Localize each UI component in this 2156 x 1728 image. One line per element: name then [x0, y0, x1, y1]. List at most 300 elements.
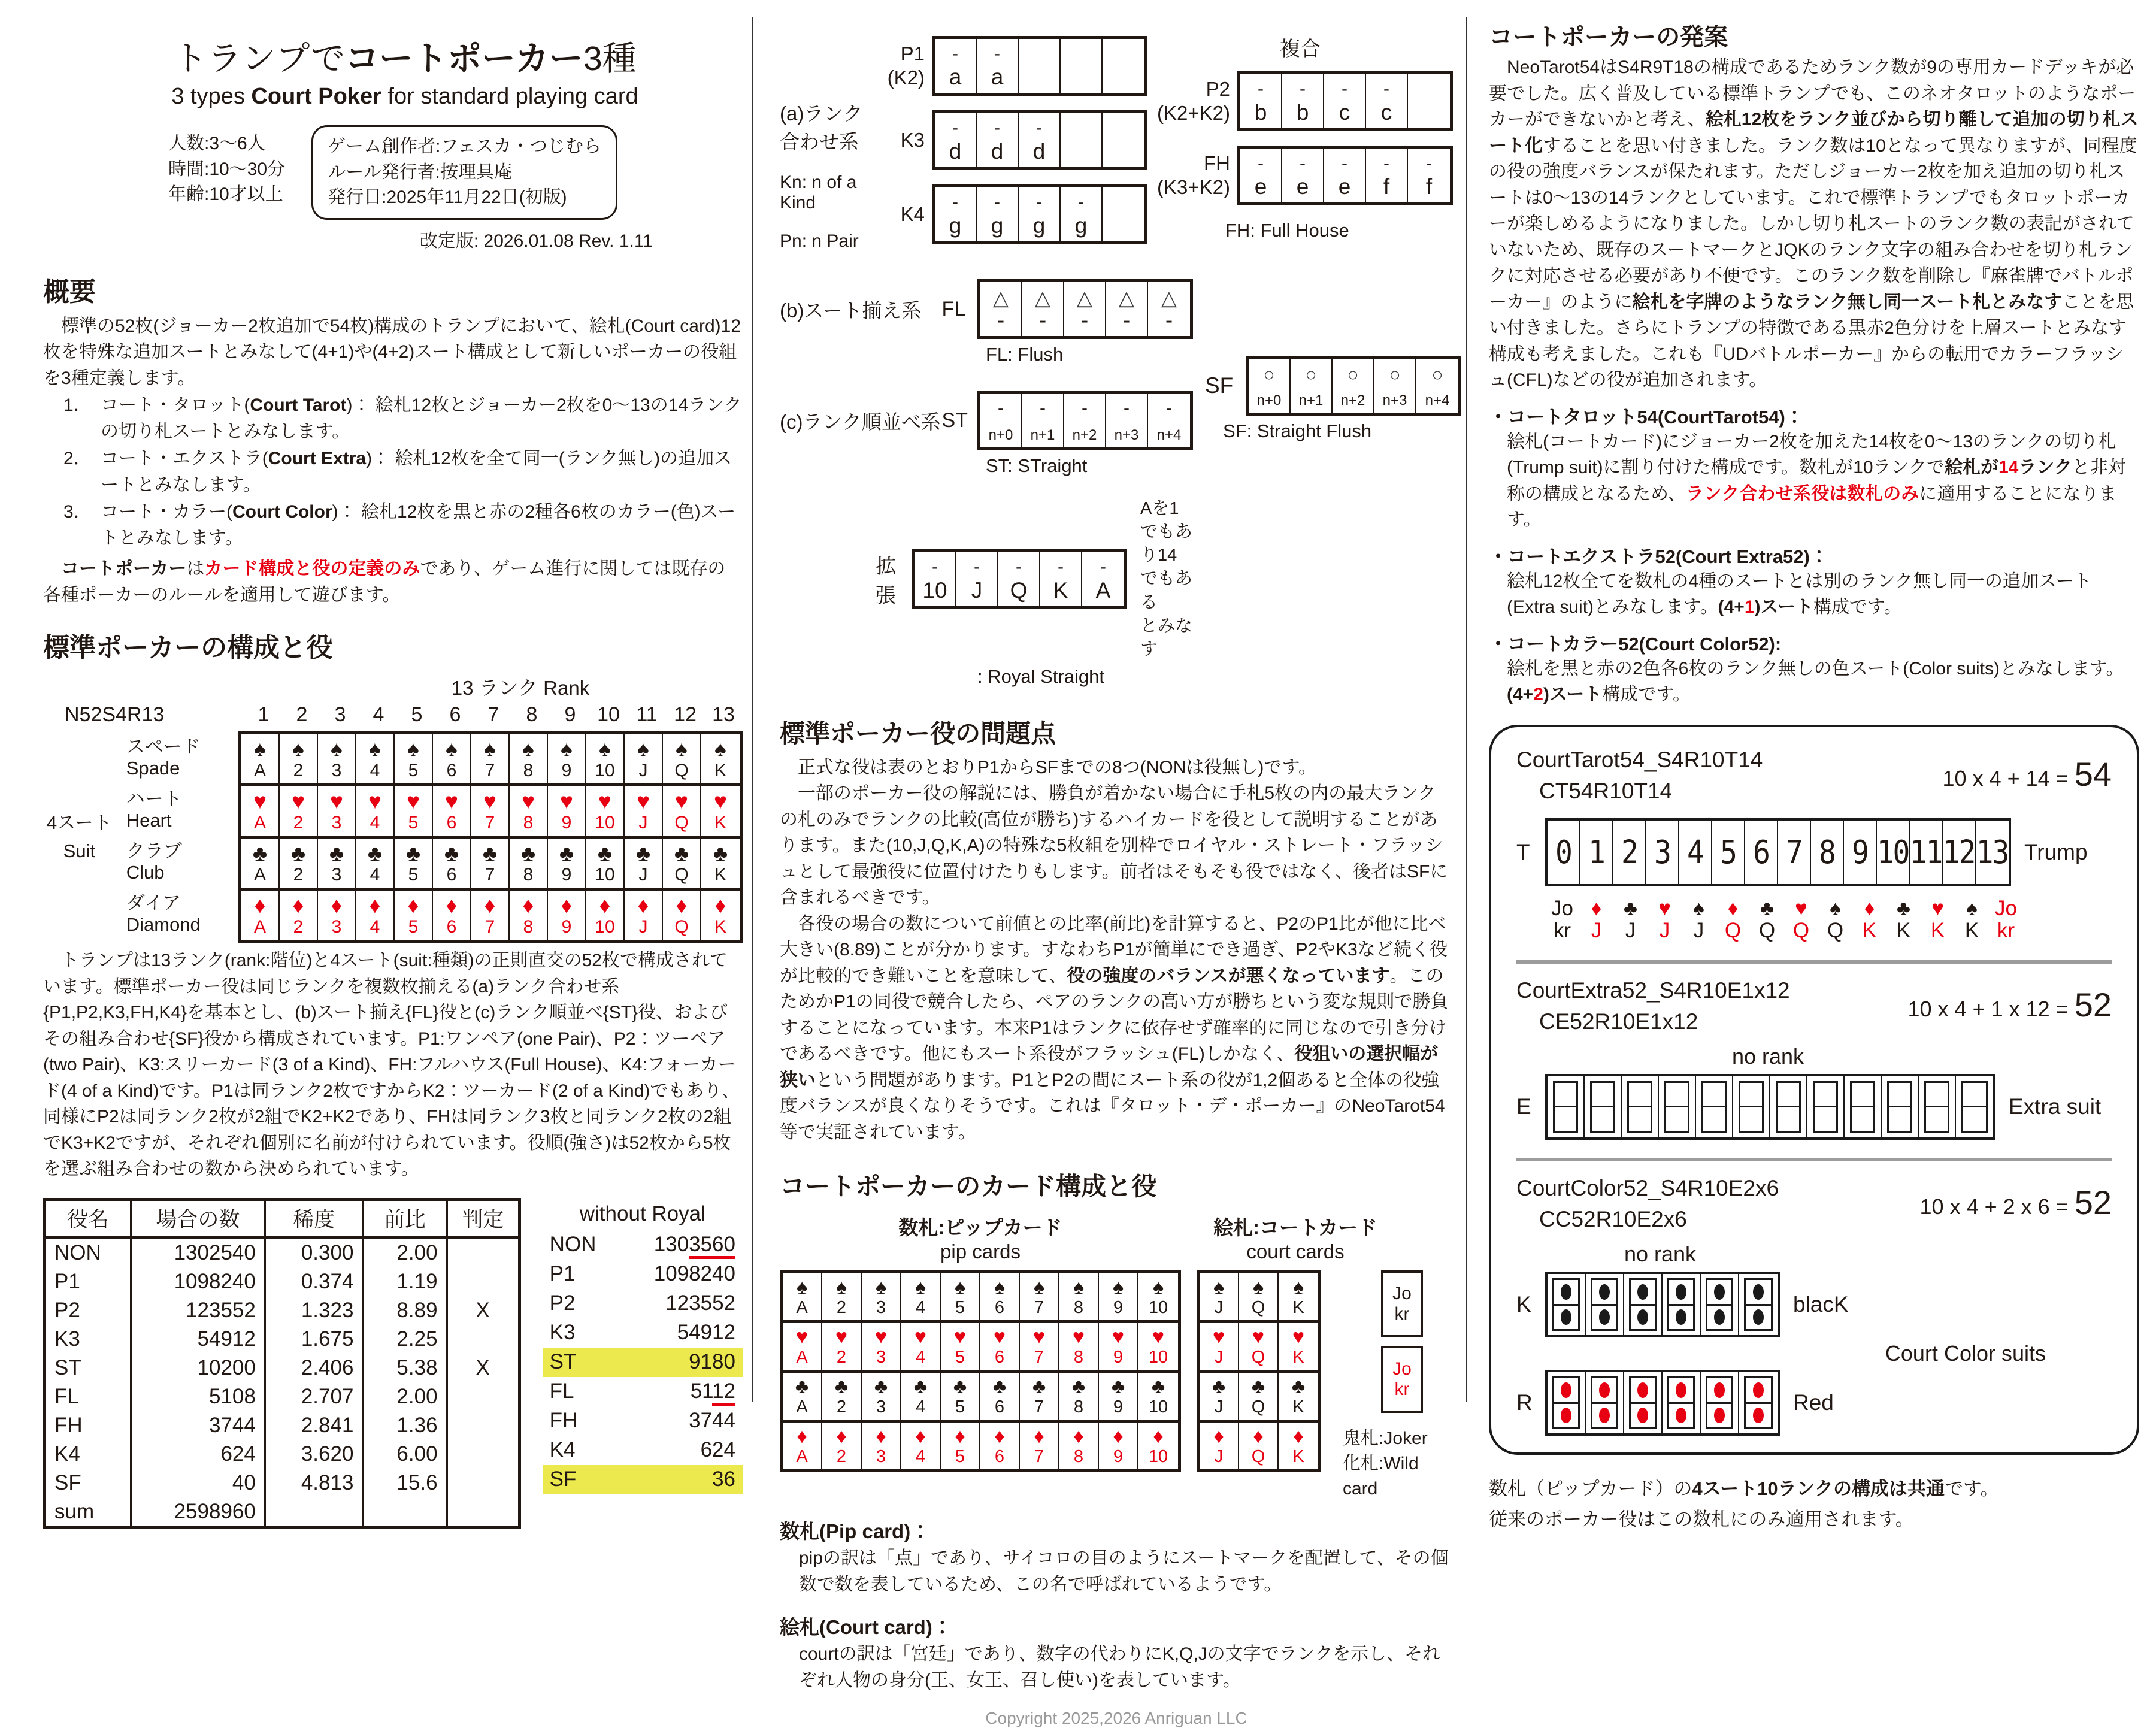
- sf-caption: SF: Straight Flush: [1223, 420, 1372, 441]
- suit-icon-black: ♠: [954, 1276, 966, 1299]
- trump-row: [1516, 818, 2112, 886]
- assign-top: ♦: [1864, 896, 1875, 920]
- blank-face-frame: [1850, 1081, 1875, 1133]
- suit-icon-black: ♠: [1252, 1276, 1264, 1299]
- text-segment: ・コートタロット54(CourtTarot54)：: [1489, 406, 1804, 428]
- color-half: [1631, 1306, 1655, 1330]
- role-cell: [1064, 282, 1106, 336]
- role-cell: [1148, 282, 1190, 336]
- card-rank: 6: [994, 1447, 1005, 1467]
- card-rank: 7: [485, 917, 495, 937]
- hand-rarity: 4.813: [265, 1469, 363, 1497]
- color-cell: [1624, 1274, 1663, 1335]
- role-cell-bottom: c: [1380, 100, 1392, 125]
- rank-number: 10: [597, 703, 620, 727]
- extra52-names: [1516, 978, 1790, 1034]
- extra-row: [1516, 1074, 2112, 1140]
- card: [1020, 1323, 1059, 1370]
- suit-icon-red: ♥: [1032, 1325, 1046, 1349]
- card: [1200, 1373, 1239, 1420]
- stats-header: 役名: [45, 1199, 131, 1237]
- blank-face-frame: [1887, 1081, 1912, 1133]
- card-rank: 10: [1148, 1397, 1168, 1417]
- suit-icon-black: ♠: [331, 737, 343, 762]
- column-left: [43, 18, 743, 1529]
- suit-icon-red: ♥: [522, 789, 535, 814]
- role-cell-bottom: c: [1339, 100, 1350, 125]
- suit-name-jp: ハート: [126, 788, 182, 810]
- joker-line-2: kr: [1394, 1304, 1410, 1324]
- wr-name: ST: [549, 1350, 577, 1374]
- card-rank: K: [1292, 1298, 1304, 1318]
- suit-icon-red: ♦: [369, 893, 381, 918]
- card-rank: K: [714, 813, 726, 833]
- assign-top: ♠: [1966, 896, 1978, 920]
- suit-icon-black: ♠: [484, 737, 496, 762]
- text-segment: は: [186, 559, 205, 579]
- role-cell-top: △: [1161, 287, 1177, 310]
- suit-icon-red: ♦: [1073, 1425, 1084, 1448]
- suit-icon-red: ♥: [1252, 1325, 1265, 1349]
- black-dot: [1714, 1284, 1725, 1300]
- card-rank: 10: [1148, 1348, 1168, 1367]
- trump-assignment: [1886, 897, 1921, 943]
- hand-count: 123552: [131, 1296, 265, 1325]
- trump-rank: 9: [1852, 833, 1868, 871]
- extra-cell: [1659, 1076, 1696, 1137]
- joker-card-red: [1381, 1346, 1423, 1413]
- card-rank: J: [638, 761, 648, 781]
- suit-icon-red: ♦: [599, 893, 611, 918]
- p1-l1: P1: [900, 43, 925, 65]
- card-rank: 8: [1073, 1348, 1084, 1367]
- card-row: [783, 1373, 1178, 1423]
- card-rank: 7: [1034, 1397, 1044, 1417]
- suit-icon-red: ♥: [1212, 1325, 1225, 1349]
- card-rank: A: [796, 1348, 808, 1367]
- color-cell: [1548, 1372, 1586, 1433]
- rank-number: 8: [526, 703, 538, 727]
- assign-bottom: J: [1625, 919, 1636, 943]
- card: [548, 786, 586, 836]
- role-cell-top: -: [998, 398, 1004, 418]
- problems-heading: 標準ポーカー役の問題点: [780, 719, 1056, 748]
- game-info: [168, 125, 285, 208]
- item-text: [101, 499, 743, 551]
- card-rank: K: [714, 761, 726, 781]
- assign-bottom: J: [1659, 919, 1670, 943]
- assign-top: ♥: [1658, 896, 1671, 920]
- card: [586, 839, 625, 888]
- wr-value: [665, 1291, 735, 1315]
- card-rank: 6: [446, 761, 457, 781]
- role-cell: [956, 552, 998, 606]
- card: [1020, 1373, 1059, 1420]
- pip-title: [780, 1212, 1181, 1263]
- role-cell-top: -: [1426, 153, 1432, 173]
- role-cell-top: -: [1040, 398, 1046, 418]
- card-rank: A: [796, 1298, 808, 1318]
- card: [1099, 1423, 1138, 1469]
- trump-assignment: [1818, 897, 1852, 943]
- suit-icon-black: ♣: [1111, 1375, 1125, 1399]
- card: [1138, 1273, 1178, 1320]
- color-cell: [1624, 1372, 1663, 1433]
- suit-icon-red: ♥: [993, 1325, 1006, 1349]
- stats-header: 判定: [447, 1199, 519, 1237]
- card: [586, 786, 625, 836]
- without-royal-row: [543, 1377, 743, 1406]
- joker-card-black: [1381, 1270, 1423, 1337]
- text-segment: Court Extra: [268, 449, 367, 469]
- rank-number: 6: [449, 703, 461, 727]
- pip-head: 数札(Pip card)：: [780, 1520, 931, 1543]
- text-segment: 絵札12枚をランク並びから切り離して追加の切り札スート化: [1489, 110, 2139, 156]
- text-segment: トランプは13ランク(rank:階位)と4スート(suit:種類)の正則直交の52枚で構成されています。標準ポーカー役は同じランクを複数枚揃える(a)ランク合わせ系{P1,P2,K3,FH,K4}を基本とし、(b)スート揃え{FL}役と(c)ランク順並べ{ST}役、およびその組み合わせ{SF}役から構成されています。P1:ワンペア(one Pair)、P2：ツーペア(two Pair)、K3:スリーカード(3 of a Kind)、FH:フルハウス(Full House)、K4:フォーカード(4 of a Kind)です。P1は同ランク2枚ですからK2：ツーカード(2 of a Kind)でもあり、同様にP2は同ランク2枚が2組でK2+K2であり、FHは同ランク3枚と同ランク2枚の2組でK3+K2ですが、それぞれ個別に名前が付けられています。役順(強さ)は52枚から5枚を選ぶ組み合わせの数から決められています。: [43, 951, 740, 1179]
- role-cell-top: -: [1078, 192, 1084, 212]
- subtitle-post: for standard playing card: [381, 84, 638, 109]
- card-rank: 5: [408, 917, 419, 937]
- color-half: [1592, 1306, 1616, 1330]
- p1-row: [867, 36, 1147, 96]
- suit-name: [116, 836, 238, 888]
- red-dot: [1714, 1408, 1725, 1423]
- role-cell: [1103, 113, 1144, 167]
- card-rank: Q: [674, 917, 689, 937]
- role-cell-bottom: g: [1074, 213, 1088, 238]
- role-cell-bottom: f: [1383, 174, 1390, 199]
- cp-grids: [780, 1270, 1453, 1502]
- suit-icon-black: ♣: [405, 841, 421, 866]
- role-cell-bottom: n+3: [1114, 427, 1139, 443]
- card-rank: 3: [876, 1447, 886, 1467]
- trump-cell: [1679, 821, 1712, 884]
- card-rank: 8: [1073, 1397, 1084, 1417]
- role-cell: [1366, 149, 1408, 202]
- sf-label: SF: [1205, 373, 1234, 398]
- suit-icon-black: ♣: [834, 1375, 849, 1399]
- suit-icon-black: ♣: [252, 841, 268, 866]
- card: [783, 1323, 822, 1370]
- assign-bottom: J: [1591, 919, 1602, 943]
- color-frame: [1629, 1376, 1657, 1429]
- title-prefix: トランプで: [173, 40, 346, 78]
- card: [1239, 1373, 1279, 1420]
- item-text: [101, 392, 743, 444]
- role-cell: [1106, 282, 1148, 336]
- card-rank: 8: [523, 865, 534, 885]
- color-half: [1631, 1280, 1655, 1306]
- k4-box: [932, 184, 1147, 244]
- cp-heading: コートポーカーのカード構成と役: [780, 1172, 1157, 1201]
- card: [1099, 1373, 1138, 1420]
- suit-icon-black: ♠: [1112, 1276, 1124, 1299]
- card-rank: 6: [994, 1397, 1005, 1417]
- assign-bottom: J: [1693, 919, 1704, 943]
- trump-assignment: [1989, 897, 2023, 943]
- card-row: [1200, 1373, 1318, 1423]
- royal-row: [876, 497, 1193, 661]
- suit-icon-black: ♣: [795, 1375, 809, 1399]
- suit-icon-black: ♣: [1212, 1375, 1226, 1399]
- card-rank: 5: [955, 1298, 965, 1318]
- card: [663, 734, 701, 783]
- card-rank: 7: [485, 761, 495, 781]
- suit-icon-black: ♣: [329, 841, 344, 866]
- text-segment: コート・タロット(: [101, 395, 250, 416]
- suit-icon-black: ♣: [713, 841, 728, 866]
- fl-box: [977, 279, 1193, 339]
- role-cell-top: ○: [1263, 364, 1275, 385]
- wr-value: [689, 1409, 735, 1433]
- rank-number: 7: [487, 703, 499, 727]
- role-cell-bottom: a: [991, 65, 1004, 89]
- black-dot: [1753, 1284, 1764, 1300]
- hand-count: 40: [131, 1469, 265, 1497]
- trump-assignment: [1784, 897, 1818, 943]
- suit-name-column: [116, 731, 238, 943]
- card-rank: 3: [331, 813, 342, 833]
- without-royal-row: [543, 1230, 743, 1260]
- rank-number: 1: [258, 703, 270, 727]
- pip-card-grid: [780, 1270, 1181, 1472]
- color52-formula: [1920, 1183, 2112, 1222]
- color-half: [1669, 1306, 1693, 1330]
- wr-name: K4: [549, 1438, 576, 1462]
- tarot54-body: [1489, 429, 2139, 533]
- card: [901, 1273, 941, 1320]
- hand-mark: [447, 1440, 519, 1469]
- text-segment: )： 絵札12枚を全て同一(ランク無し)の追加スートとみなします。: [101, 449, 732, 495]
- card-rank: 5: [408, 761, 419, 781]
- suit-icon-red: ♥: [637, 789, 650, 814]
- suit-match-label: (b)スート揃え系: [780, 299, 922, 322]
- trump-rank: 2: [1621, 833, 1637, 871]
- role-cell-bottom: -: [1122, 308, 1131, 332]
- suit-icon-black: ♠: [407, 737, 419, 762]
- p2-l1: P2: [1206, 78, 1230, 101]
- role-cell: [1082, 552, 1124, 606]
- trump-cell: [1976, 821, 2009, 884]
- text-segment: に適用することになります。: [1507, 483, 2117, 529]
- color-half: [1746, 1404, 1771, 1428]
- formula-big: 54: [2074, 755, 2112, 793]
- trump-cell: [1943, 821, 1976, 884]
- color-cell: [1701, 1274, 1739, 1335]
- card-row: [1200, 1323, 1318, 1373]
- role-cell-bottom: d: [949, 139, 962, 164]
- formula-pre: 10 x 4 + 14 =: [1942, 765, 2075, 791]
- role-cell: [1416, 359, 1458, 413]
- assign-top: ♥: [1795, 896, 1807, 920]
- fh-l1: FH: [1204, 152, 1230, 175]
- suit-icon-black: ♠: [1292, 1276, 1304, 1299]
- card: [901, 1323, 941, 1370]
- suit-name-jp: ダイア: [126, 892, 181, 914]
- trump-rank: 10: [1876, 833, 1909, 871]
- black-dot: [1714, 1309, 1725, 1325]
- revision-note: 改定版: 2026.01.08 Rev. 1.11: [419, 231, 653, 251]
- card: [318, 891, 356, 940]
- text-segment: 構成です。: [1813, 597, 1902, 617]
- sf-row: [1205, 356, 1461, 416]
- suit-icon-red: ♥: [874, 1325, 888, 1349]
- role-cell: [1240, 149, 1282, 202]
- card-rank: 5: [955, 1348, 965, 1367]
- without-royal-row: [543, 1260, 743, 1289]
- card-rank: K: [1292, 1447, 1304, 1467]
- card-rank: 4: [915, 1397, 926, 1417]
- role-cell: [935, 39, 977, 93]
- suit-icon-black: ♠: [1152, 1276, 1164, 1299]
- extra-cell: [1845, 1076, 1882, 1137]
- hand-ratio: 2.25: [363, 1325, 447, 1354]
- suit-icon-red: ♦: [561, 893, 573, 918]
- card-rank: 9: [561, 917, 572, 937]
- card-rank: 7: [1034, 1348, 1044, 1367]
- card: [1239, 1273, 1279, 1320]
- rank-number: 5: [411, 703, 423, 727]
- suit-icon-red: ♥: [1112, 1325, 1125, 1349]
- k3-l1: K3: [900, 129, 925, 152]
- hand-count: 10200: [131, 1354, 265, 1382]
- text-segment: Court Color: [232, 502, 332, 522]
- color-half: [1707, 1280, 1731, 1306]
- text-segment: 絵札(コートカード)にジョーカー2枚を加えた14枚を0〜13のランクの切り札(Trump suit)に割り付けた構成です。数札が10ランクで: [1507, 431, 2116, 477]
- card: [1279, 1273, 1318, 1320]
- card-row: [783, 1273, 1178, 1323]
- suit-icon-black: ♣: [367, 841, 383, 866]
- overview-item-1: [43, 392, 743, 444]
- hand-count: 54912: [131, 1325, 265, 1354]
- red-row-label: R: [1516, 1390, 1533, 1415]
- role-cell-bottom: -: [1080, 308, 1089, 332]
- role-cell-top: -: [1258, 79, 1264, 99]
- suit-count-jp: 4スート: [47, 812, 112, 834]
- fh-l2: (K3+K2): [1157, 176, 1230, 198]
- role-cell-top: ○: [1389, 364, 1401, 385]
- suit-icon-red: ♥: [1292, 1325, 1305, 1349]
- suit-icon-black: ♠: [796, 1276, 808, 1299]
- p1-l2: (K2): [887, 66, 925, 89]
- without-royal-row: [543, 1436, 743, 1465]
- suit-icon-red: ♥: [953, 1325, 967, 1349]
- role-cell-bottom: e: [1254, 174, 1267, 199]
- card: [395, 839, 433, 888]
- role-cell-top: ○: [1305, 364, 1317, 385]
- card-rank: 10: [595, 761, 615, 781]
- card: [395, 734, 433, 783]
- title-bold: コートポーカー: [345, 40, 583, 78]
- red-dot: [1637, 1408, 1648, 1423]
- trump-row-label: T: [1516, 839, 1530, 864]
- card: [1200, 1423, 1239, 1469]
- text-segment: 標準の52枚(ジョーカー2枚追加で54枚)構成のトランプにおいて、絵札(Court card)12枚を特殊な追加スートとみなして(4+1)や(4+2)スート構成として新しいポーカーの役組を3種定義します。: [43, 316, 741, 388]
- wr-value: [689, 1350, 735, 1374]
- suit-icon-red: ♥: [1152, 1325, 1165, 1349]
- court-color-suits-caption: Court Color suits: [1885, 1341, 2046, 1366]
- blank-face-frame: [1961, 1081, 1988, 1133]
- rank-numbers: [244, 703, 743, 727]
- role-cell-top: -: [1036, 118, 1042, 138]
- text-segment: 4スート10ランクの構成は共通: [1692, 1478, 1945, 1500]
- spec-divider-2: [1516, 1158, 2112, 1161]
- card: [701, 734, 740, 783]
- role-cell-bottom: K: [1053, 577, 1068, 603]
- card-rank: 2: [836, 1447, 847, 1467]
- card: [1200, 1273, 1239, 1320]
- hand-ratio: [363, 1497, 447, 1528]
- color-frame: [1706, 1376, 1733, 1429]
- color-cell: [1701, 1372, 1739, 1433]
- card: [586, 734, 625, 783]
- role-cell: [998, 552, 1040, 606]
- card-rank: 4: [370, 917, 380, 937]
- hand-name: P2: [45, 1296, 131, 1325]
- color-half: [1631, 1404, 1655, 1428]
- card: [1279, 1373, 1318, 1420]
- card: [862, 1373, 901, 1420]
- meta-row: [43, 125, 743, 220]
- suit-icon-black: ♣: [992, 1375, 1007, 1399]
- red-cells: [1545, 1370, 1780, 1436]
- card-rank: 10: [595, 917, 615, 937]
- card-rank: 8: [523, 813, 534, 833]
- role-cell-bottom: e: [1338, 174, 1351, 199]
- black-right-label: blacK: [1793, 1292, 1849, 1317]
- text-segment: ・コートカラー52(Court Color52):: [1489, 633, 1782, 655]
- suit-icon-black: ♠: [915, 1276, 926, 1299]
- card-rank: Q: [1251, 1298, 1265, 1318]
- role-cell-bottom: n+1: [1298, 392, 1324, 408]
- text-segment: コート・カラー(: [101, 502, 232, 522]
- suit-icon-red: ♦: [1253, 1425, 1264, 1448]
- trump-rank: 7: [1786, 833, 1802, 871]
- wr-name: FL: [549, 1379, 574, 1403]
- st-caption: ST: STraight: [986, 455, 1088, 476]
- card-row: [241, 786, 740, 839]
- rank-number: 3: [334, 703, 346, 727]
- role-cell: [1333, 359, 1374, 413]
- hand-count: 624: [131, 1440, 265, 1469]
- card-rank: A: [253, 813, 266, 833]
- suit-icon-black: ♠: [292, 737, 304, 762]
- hand-name: FL: [45, 1382, 131, 1411]
- card-rank: 7: [485, 865, 495, 885]
- card: [701, 786, 740, 836]
- closing-line-2: [1489, 1506, 2139, 1534]
- suit-icon-black: ♠: [599, 737, 611, 762]
- role-cell-top: -: [994, 118, 1000, 138]
- wr-value: [691, 1379, 735, 1403]
- suit-icon-black: ♣: [1251, 1375, 1265, 1399]
- p2-label: [1147, 77, 1237, 125]
- card-rank: 2: [293, 865, 304, 885]
- hand-mark: X: [476, 1355, 490, 1379]
- wr-name: NON: [549, 1233, 596, 1257]
- tarot54-code: CT54R10T14: [1539, 778, 1673, 803]
- card-rank: J: [1214, 1298, 1224, 1318]
- role-cell-bottom: a: [949, 65, 962, 89]
- card: [548, 734, 586, 783]
- role-cell: [1148, 394, 1190, 447]
- color-half: [1707, 1404, 1731, 1428]
- suit-name: [116, 783, 238, 836]
- trump-assignment: [1955, 897, 1989, 943]
- overview-paragraph: [43, 313, 743, 392]
- extra-cell: [1807, 1076, 1845, 1137]
- card: [356, 891, 395, 940]
